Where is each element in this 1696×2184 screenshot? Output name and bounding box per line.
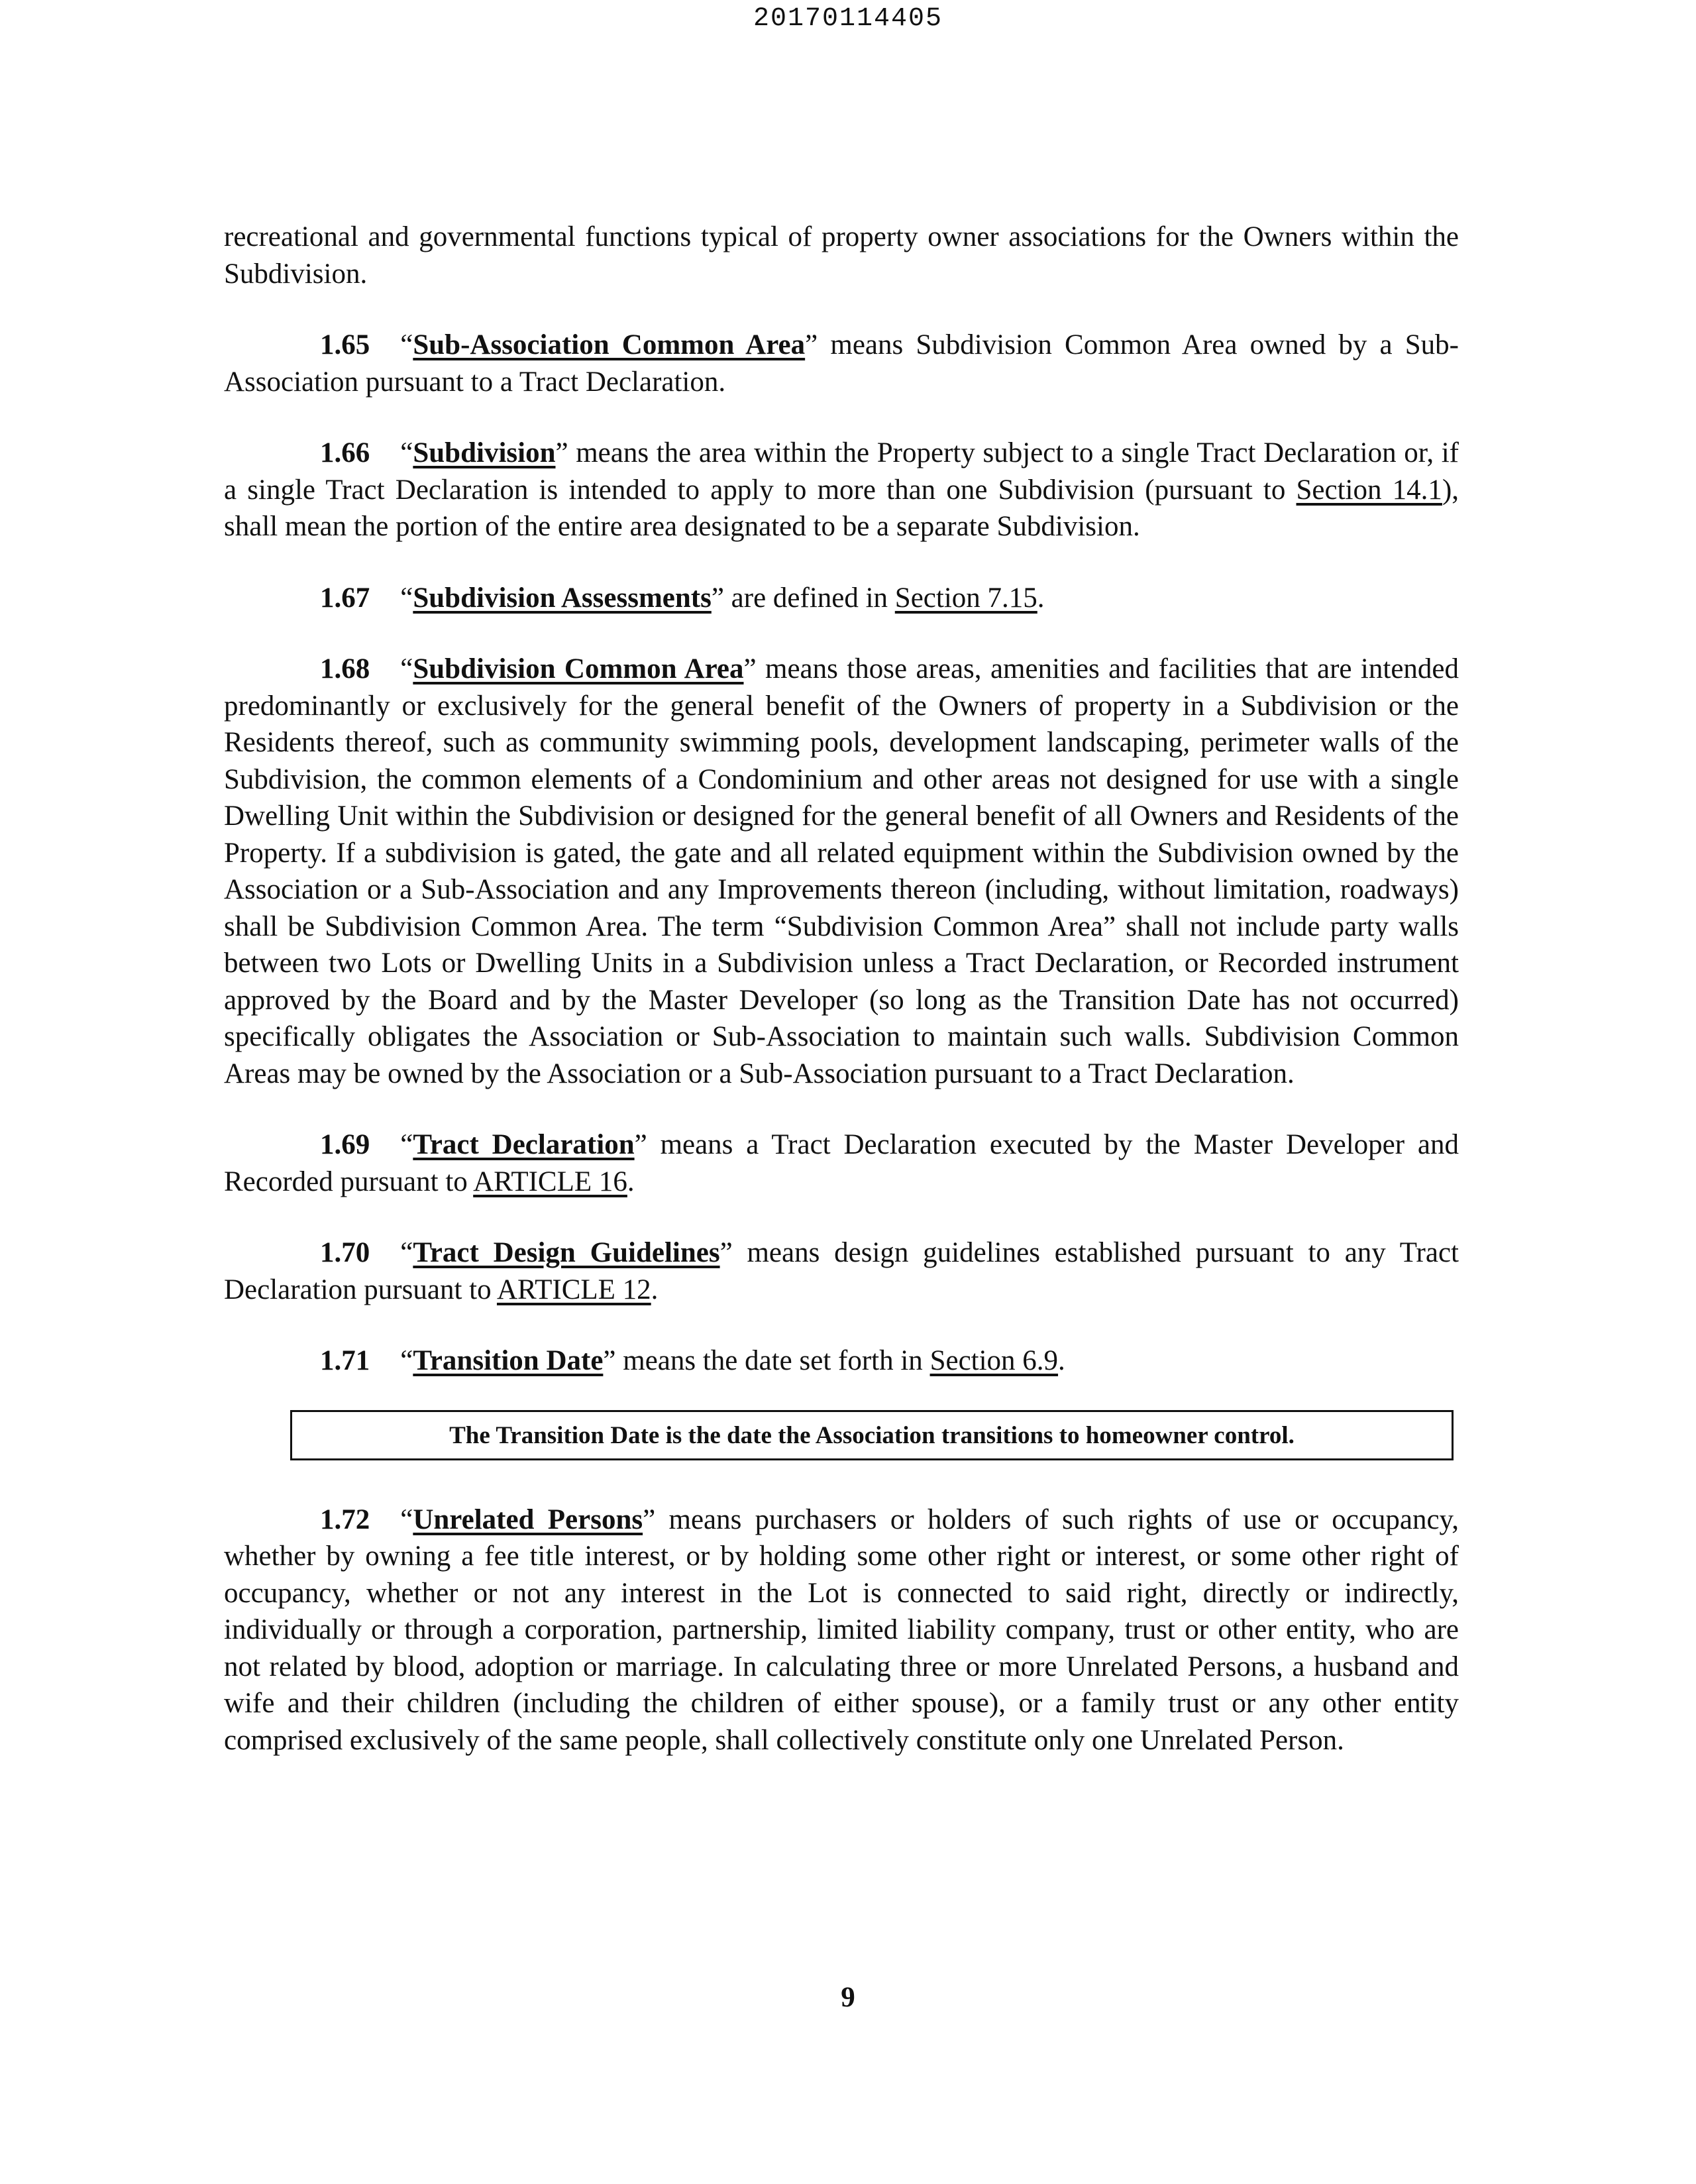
section-1-71: 1.71 “Transition Date” means the date set forth in Section 6.9. — [320, 1345, 1065, 1376]
section-1-65: 1.65 “Sub-Association Common Area” means Subdivision Common Area owned by a Sub-Association pursuant to a Tract Declaration. — [224, 329, 1459, 398]
section-text: means purchasers or holders of such rights of use or occupancy, whether by owning a fee title interest, or by holding some other right or interest, or some other right of occupancy, whether or not any interest in the Lot is connected to said right, directly or indirectly, individually or through a corporation, partnership, limited liability company, trust or other entity, who are not related by blood, adoption or marriage. In calculating three or more Unrelated Persons, a husband and wife and their children (including the children of either spouse), or a family trust or any other entity comprised exclusively of the same people, shall collectively constitute only one Unrelated Person. — [224, 1503, 1459, 1756]
section-text: means the area within the Property subject to a single Tract Declaration or, if a single Tract Declaration is intended to apply to more than one Subdivision (pursuant to — [224, 437, 1459, 506]
section-number: 1.72 — [320, 1503, 370, 1535]
defined-term: Subdivision Common Area — [413, 653, 744, 684]
cross-reference-link[interactable]: Section 14.1 — [1296, 474, 1442, 506]
section-number: 1.68 — [320, 653, 370, 684]
section-text: are defined in — [723, 582, 895, 614]
document-number: 20170114405 — [753, 4, 943, 34]
section-text: means design guidelines established pursuant to any Tract Declaration pursuant to — [224, 1237, 1459, 1305]
section-text: means Subdivision Common Area owned by a Sub-Association pursuant to a Tract Declaration. — [224, 329, 1459, 398]
defined-term: Tract Declaration — [413, 1129, 635, 1160]
section-text: ), shall mean the portion of the entire area designated to be a separate Subdivision. — [224, 474, 1459, 542]
document-body — [224, 219, 1459, 1793]
intro-paragraph: recreational and governmental functions typical of property owner associations for the Owners within the Subdivision. — [224, 221, 1459, 290]
cross-reference-link[interactable]: ARTICLE 12 — [496, 1274, 651, 1305]
defined-term: Sub-Association Common Area — [413, 329, 806, 360]
section-1-72: 1.72 “Unrelated Persons” means purchasers or holders of such rights of use or occupancy, whether by owning a fee title interest, or by holding some other right or interest, or some other right of occupancy, whether or not any interest in the Lot is connected to said right, directly or indirectly, individually or through a corporation, partnership, limited liability company, trust or other entity, who are not related by blood, adoption or marriage. In calculating three or more Unrelated Persons, a husband and wife and their children (including the children of either spouse), or a family trust or any other entity comprised exclusively of the same people, shall collectively constitute only one Unrelated Person. — [224, 1503, 1459, 1756]
section-1-66: 1.66 “Subdivision” means the area within the Property subject to a single Tract Declaration or, if a single Tract Declaration is intended to apply to more than one Subdivision (pursuant to Section 14.1), shall mean the portion of the entire area designated to be a separate Subdivision. — [224, 437, 1459, 542]
transition-date-callout-box: The Transition Date is the date the Association transitions to homeowner control. — [290, 1410, 1454, 1460]
defined-term: Unrelated Persons — [413, 1503, 643, 1535]
section-number: 1.65 — [320, 329, 370, 360]
section-text: . — [1037, 582, 1045, 614]
section-text: means those areas, amenities and facilities that are intended predominantly or exclusively for the general benefit of the Owners of property in a Subdivision or the Residents thereof, such as community swimming pools, development landscaping, perimeter walls of the Subdivision, the common elements of a Condominium and other areas not designed for use with a single Dwelling Unit within the Subdivision or designed for the general benefit of all Owners and Residents of the Property. If a subdivision is gated, the gate and all related equipment within the Subdivision owned by the Association or a Sub-Association and any Improvements thereon (including, without limitation, roadways) shall be Subdivision Common Area. The term “Subdivision Common Area” shall not include party walls between two Lots or Dwelling Units in a Subdivision unless a Tract Declaration, or Recorded instrument approved by the Board and by the Master Developer (so long as the Transition Date has not occurred) specifically obligates the Association or Sub-Association to maintain such walls. Subdivision Common Areas may be owned by the Association or a Sub-Association pursuant to a Tract Declaration. — [224, 653, 1459, 1089]
section-number: 1.67 — [320, 582, 370, 614]
section-text: means the date set forth in — [615, 1345, 930, 1376]
page-number: 9 — [841, 1982, 855, 2013]
cross-reference-link[interactable]: ARTICLE 16 — [473, 1166, 627, 1197]
cross-reference-link[interactable]: Section 6.9 — [929, 1345, 1059, 1376]
defined-term: Subdivision Assessments — [413, 582, 712, 614]
section-number: 1.69 — [320, 1129, 370, 1160]
section-1-67: 1.67 “Subdivision Assessments” are defined in Section 7.15. — [320, 582, 1045, 614]
section-1-68: 1.68 “Subdivision Common Area” means those areas, amenities and facilities that are intended predominantly or exclusively for the general benefit of the Owners of property in a Subdivision or the Residents thereof, such as community swimming pools, development landscaping, perimeter walls of the Subdivision, the common elements of a Condominium and other areas not designed for use with a single Dwelling Unit within the Subdivision or designed for the general benefit of all Owners and Residents of the Property. If a subdivision is gated, the gate and all related equipment within the Subdivision owned by the Association or a Sub-Association and any Improvements thereon (including, without limitation, roadways) shall be Subdivision Common Area. The term “Subdivision Common Area” shall not include party walls between two Lots or Dwelling Units in a Subdivision unless a Tract Declaration, or Recorded instrument approved by the Board and by the Master Developer (so long as the Transition Date has not occurred) specifically obligates the Association or Sub-Association to maintain such walls. Subdivision Common Areas may be owned by the Association or a Sub-Association pursuant to a Tract Declaration. — [224, 653, 1459, 1089]
section-number: 1.70 — [320, 1237, 370, 1268]
section-1-69: 1.69 “Tract Declaration” means a Tract Declaration executed by the Master Developer and Recorded pursuant to ARTICLE 16. — [224, 1129, 1459, 1197]
section-number: 1.66 — [320, 437, 370, 468]
section-text: . — [1058, 1345, 1065, 1376]
defined-term: Transition Date — [413, 1345, 604, 1376]
cross-reference-link[interactable]: Section 7.15 — [894, 582, 1037, 614]
defined-term: Tract Design Guidelines — [413, 1237, 720, 1268]
section-text: means a Tract Declaration executed by the Master Developer and Recorded pursuant to — [224, 1129, 1459, 1197]
defined-term: Subdivision — [413, 437, 556, 468]
section-1-70: 1.70 “Tract Design Guidelines” means design guidelines established pursuant to any Tract Declaration pursuant to ARTICLE 12. — [224, 1237, 1459, 1305]
section-number: 1.71 — [320, 1345, 370, 1376]
section-text: . — [651, 1274, 659, 1305]
section-text: . — [627, 1166, 635, 1197]
